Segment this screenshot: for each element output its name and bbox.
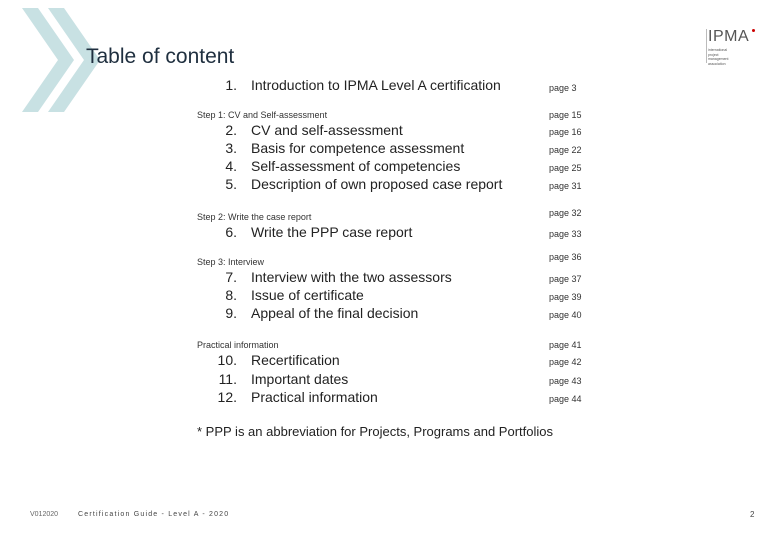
logo-line: management [708,57,729,62]
toc-item-number: 5. [225,176,237,192]
toc-item-label: Recertification [251,352,340,368]
toc-item-label: Write the PPP case report [251,224,413,240]
section-heading: Step 1: CV and Self-assessment [197,110,328,120]
toc-item-label: Interview with the two assessors [251,269,452,285]
toc-item-page: page 44 [549,394,582,404]
toc-item-label: Issue of certificate [251,287,364,303]
version-label: V012020 [30,511,59,518]
toc-item-number: 4. [225,158,237,174]
toc-item-label: Introduction to IPMA Level A certification [251,77,501,93]
toc-item-number: 7. [225,269,237,285]
logo-line: international [708,48,728,52]
toc-item-page: page 40 [549,310,582,320]
toc-item-label: Basis for competence assessment [251,140,465,156]
guide-label: Certification Guide - Level A - 2020 [78,511,230,518]
logo-wordmark: IPMA [708,28,750,45]
logo-dot-icon [752,29,755,32]
toc-item-number: 9. [225,305,237,321]
toc-item-label: Description of own proposed case report [251,176,503,192]
toc-item-page: page 31 [549,181,582,191]
toc-item-number: 12. [217,389,237,405]
toc-item-page: page 3 [549,83,577,93]
ipma-logo [708,29,758,66]
toc-item-page: page 25 [549,163,582,173]
toc-item-page: page 39 [549,292,582,302]
toc-item-label: Self-assessment of competencies [251,158,461,174]
toc-item-label: CV and self-assessment [251,122,403,138]
toc-item-page: page 42 [549,357,582,367]
toc-item-number: 6. [225,224,237,240]
section-heading-page: page 15 [549,110,582,120]
toc-item-page: page 22 [549,145,582,155]
toc-item-number: 3. [225,140,237,156]
section-heading-page: page 36 [549,252,582,262]
logo-divider [706,29,707,63]
toc-item-page: page 43 [549,376,582,386]
section-heading: Step 2: Write the case report [197,212,312,222]
toc-item-number: 1. [225,77,237,93]
toc-item-page: page 16 [549,127,582,137]
footnote: * PPP is an abbreviation for Projects, Programs and Portfolios [197,424,553,439]
toc-item-label: Important dates [251,371,349,387]
toc-item-page: page 37 [549,274,582,284]
toc-item-label: Practical information [251,389,378,405]
section-heading: Step 3: Interview [197,257,265,267]
toc-item-number: 8. [225,287,237,303]
toc-item-number: 11. [218,371,237,387]
toc-item-page: page 33 [549,229,582,239]
section-heading-page: page 41 [549,340,582,350]
page-number: 2 [750,510,755,519]
toc-item-label: Appeal of the final decision [251,305,419,321]
toc-item-number: 10. [217,352,237,368]
page-title: Table of content [86,45,235,68]
toc-item-number: 2. [225,122,237,138]
section-heading: Practical information [197,340,279,350]
logo-line: project [708,52,719,57]
section-heading-page: page 32 [549,208,582,218]
logo-line: association [708,61,726,66]
